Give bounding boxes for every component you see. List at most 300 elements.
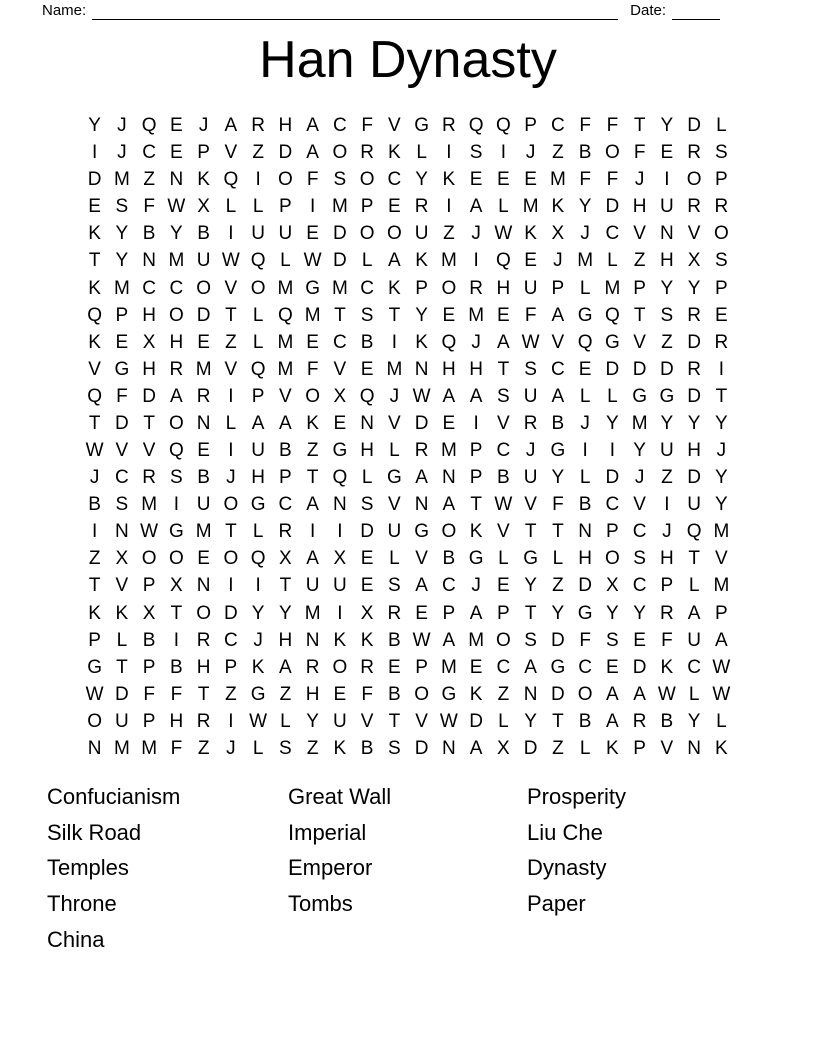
grid-cell-r1-c12[interactable]: V [388,115,401,137]
grid-cell-r3-c6[interactable]: Q [223,169,239,191]
grid-cell-r2-c14[interactable]: I [446,142,452,164]
grid-cell-r2-c3[interactable]: C [142,142,156,164]
grid-cell-r15-c1[interactable]: B [88,494,101,516]
grid-cell-r14-c22[interactable]: Z [661,467,673,489]
grid-cell-r3-c16[interactable]: E [497,169,510,191]
grid-cell-r12-c2[interactable]: D [115,412,129,434]
grid-cell-r8-c5[interactable]: D [196,304,211,326]
grid-cell-r17-c4[interactable]: O [168,548,184,570]
grid-cell-r8-c20[interactable]: Q [604,304,620,326]
grid-cell-r14-c21[interactable]: J [634,467,645,489]
grid-cell-r4-c3[interactable]: F [143,196,155,218]
date-blank-line[interactable] [672,3,720,20]
grid-cell-r4-c23[interactable]: R [687,196,701,218]
grid-cell-r6-c9[interactable]: W [303,250,322,272]
grid-cell-r16-c5[interactable]: M [195,521,212,543]
grid-cell-r15-c8[interactable]: C [278,494,293,516]
grid-cell-r20-c9[interactable]: N [305,629,320,651]
grid-cell-r11-c14[interactable]: A [442,385,456,407]
grid-cell-r17-c6[interactable]: O [223,548,239,570]
grid-cell-r18-c21[interactable]: C [632,575,647,597]
grid-cell-r13-c10[interactable]: G [332,440,348,462]
grid-cell-r9-c13[interactable]: K [415,331,428,353]
grid-cell-r8-c2[interactable]: P [115,304,129,326]
grid-cell-r3-c10[interactable]: S [333,169,347,191]
grid-cell-r19-c5[interactable]: O [196,602,212,624]
grid-cell-r19-c2[interactable]: K [115,602,129,624]
grid-cell-r3-c20[interactable]: F [606,169,619,191]
grid-cell-r8-c13[interactable]: Y [415,304,428,326]
grid-cell-r8-c22[interactable]: S [660,304,674,326]
grid-cell-r7-c5[interactable]: O [196,277,212,299]
grid-cell-r5-c18[interactable]: X [551,223,565,245]
grid-cell-r13-c1[interactable]: W [85,440,104,462]
grid-cell-r7-c20[interactable]: M [604,277,621,299]
grid-cell-r13-c14[interactable]: M [440,440,457,462]
grid-cell-r6-c7[interactable]: Q [250,250,266,272]
grid-cell-r3-c24[interactable]: P [715,169,728,191]
grid-cell-r3-c4[interactable]: N [169,169,184,191]
grid-cell-r2-c4[interactable]: E [170,142,183,164]
grid-cell-r23-c13[interactable]: V [415,710,428,732]
grid-cell-r16-c17[interactable]: T [524,521,537,543]
grid-cell-r17-c1[interactable]: Z [88,548,101,570]
grid-cell-r7-c18[interactable]: P [551,277,565,299]
grid-cell-r23-c4[interactable]: H [169,710,184,732]
grid-cell-r13-c3[interactable]: V [142,440,156,462]
grid-cell-r16-c16[interactable]: V [497,521,510,543]
grid-cell-r17-c19[interactable]: H [578,548,592,570]
grid-cell-r2-c22[interactable]: E [660,142,674,164]
grid-cell-r21-c19[interactable]: C [578,656,592,678]
grid-cell-r10-c10[interactable]: V [333,358,347,380]
grid-cell-r1-c20[interactable]: F [606,115,619,137]
grid-cell-r11-c5[interactable]: R [196,385,211,407]
grid-cell-r19-c21[interactable]: Y [633,602,646,624]
grid-cell-r21-c15[interactable]: E [469,656,483,678]
grid-cell-r22-c23[interactable]: L [688,683,700,705]
grid-cell-r6-c17[interactable]: E [524,250,537,272]
grid-cell-r9-c2[interactable]: E [115,331,129,353]
grid-cell-r9-c18[interactable]: V [551,331,565,353]
grid-cell-r3-c1[interactable]: D [87,169,102,191]
grid-cell-r22-c19[interactable]: O [577,683,593,705]
grid-cell-r14-c6[interactable]: J [226,467,236,489]
grid-cell-r10-c19[interactable]: E [578,358,592,380]
grid-cell-r21-c9[interactable]: R [305,656,320,678]
grid-cell-r12-c1[interactable]: T [88,412,101,434]
grid-cell-r9-c5[interactable]: E [197,331,210,353]
grid-cell-r9-c4[interactable]: H [169,331,184,353]
grid-cell-r11-c13[interactable]: W [412,385,431,407]
grid-cell-r8-c24[interactable]: E [715,304,728,326]
grid-cell-r4-c2[interactable]: S [115,196,129,218]
grid-cell-r6-c1[interactable]: T [88,250,101,272]
grid-cell-r18-c14[interactable]: C [442,575,456,597]
grid-cell-r20-c12[interactable]: B [388,629,401,651]
grid-cell-r2-c8[interactable]: D [278,142,293,164]
grid-cell-r10-c12[interactable]: M [386,358,403,380]
grid-cell-r22-c3[interactable]: F [143,683,155,705]
grid-cell-r1-c4[interactable]: E [170,115,183,137]
grid-cell-r14-c9[interactable]: T [306,467,319,489]
grid-cell-r3-c18[interactable]: M [549,169,566,191]
grid-cell-r1-c10[interactable]: C [333,115,347,137]
grid-cell-r5-c23[interactable]: V [687,223,701,245]
grid-cell-r23-c5[interactable]: R [196,710,211,732]
grid-cell-r9-c3[interactable]: X [142,331,156,353]
grid-cell-r22-c24[interactable]: W [712,683,731,705]
grid-cell-r23-c7[interactable]: W [249,710,268,732]
grid-cell-r18-c8[interactable]: T [279,575,292,597]
grid-cell-r19-c16[interactable]: P [497,602,510,624]
grid-cell-r17-c12[interactable]: L [389,548,400,570]
grid-cell-r12-c19[interactable]: J [580,412,590,434]
grid-cell-r3-c13[interactable]: Y [415,169,428,191]
grid-cell-r4-c18[interactable]: K [551,196,565,218]
grid-cell-r8-c9[interactable]: M [304,304,321,326]
grid-cell-r4-c15[interactable]: A [469,196,483,218]
grid-cell-r22-c6[interactable]: Z [225,683,237,705]
grid-cell-r1-c24[interactable]: L [716,115,727,137]
grid-cell-r14-c4[interactable]: S [170,467,183,489]
grid-cell-r11-c16[interactable]: S [497,385,510,407]
grid-cell-r16-c10[interactable]: I [337,521,343,543]
grid-cell-r1-c16[interactable]: Q [495,115,511,137]
grid-cell-r4-c11[interactable]: P [360,196,374,218]
grid-cell-r1-c11[interactable]: F [361,115,373,137]
grid-cell-r22-c11[interactable]: F [361,683,373,705]
grid-cell-r18-c9[interactable]: U [305,575,320,597]
grid-cell-r22-c7[interactable]: G [250,683,266,705]
grid-cell-r7-c1[interactable]: K [88,277,101,299]
grid-cell-r12-c5[interactable]: N [196,412,211,434]
grid-cell-r15-c6[interactable]: O [223,494,239,516]
grid-cell-r24-c1[interactable]: N [87,737,102,759]
grid-cell-r7-c24[interactable]: P [715,277,728,299]
grid-cell-r4-c12[interactable]: E [388,196,401,218]
grid-cell-r20-c21[interactable]: E [633,629,646,651]
grid-cell-r15-c15[interactable]: T [470,494,482,516]
grid-cell-r20-c18[interactable]: D [551,629,565,651]
grid-cell-r17-c16[interactable]: L [498,548,509,570]
grid-cell-r15-c11[interactable]: S [360,494,374,516]
grid-cell-r7-c13[interactable]: P [415,277,428,299]
grid-cell-r2-c19[interactable]: B [578,142,592,164]
grid-cell-r13-c5[interactable]: E [197,440,210,462]
grid-cell-r22-c2[interactable]: D [115,683,129,705]
grid-cell-r21-c6[interactable]: P [224,656,238,678]
grid-cell-r17-c24[interactable]: V [715,548,728,570]
grid-cell-r7-c23[interactable]: Y [687,277,701,299]
grid-cell-r15-c9[interactable]: A [306,494,319,516]
grid-cell-r21-c17[interactable]: A [524,656,537,678]
grid-cell-r6-c4[interactable]: M [168,250,185,272]
grid-cell-r1-c13[interactable]: G [414,115,430,137]
grid-cell-r23-c24[interactable]: L [716,710,727,732]
grid-cell-r14-c12[interactable]: G [386,467,402,489]
grid-cell-r6-c21[interactable]: Z [633,250,646,272]
grid-cell-r8-c16[interactable]: E [497,304,510,326]
grid-cell-r17-c10[interactable]: X [333,548,347,570]
grid-cell-r17-c21[interactable]: S [633,548,646,570]
grid-cell-r3-c7[interactable]: I [255,169,261,191]
grid-cell-r18-c7[interactable]: I [255,575,261,597]
grid-cell-r16-c23[interactable]: Q [686,521,702,543]
grid-cell-r21-c16[interactable]: C [496,656,511,678]
grid-cell-r11-c12[interactable]: J [389,385,400,407]
grid-cell-r16-c3[interactable]: W [140,521,159,543]
grid-cell-r18-c11[interactable]: E [360,575,374,597]
grid-cell-r7-c6[interactable]: V [224,277,238,299]
grid-cell-r21-c1[interactable]: G [87,656,103,678]
grid-cell-r16-c6[interactable]: T [225,521,237,543]
grid-cell-r23-c1[interactable]: O [87,710,103,732]
grid-cell-r2-c20[interactable]: O [604,142,620,164]
grid-cell-r9-c7[interactable]: L [252,331,264,353]
grid-cell-r10-c13[interactable]: N [414,358,429,380]
grid-cell-r24-c2[interactable]: M [113,737,130,759]
grid-cell-r2-c16[interactable]: I [500,142,507,164]
grid-cell-r13-c9[interactable]: Z [306,440,319,462]
grid-cell-r5-c22[interactable]: N [660,223,674,245]
grid-cell-r11-c6[interactable]: I [228,385,234,407]
grid-cell-r2-c5[interactable]: P [197,142,210,164]
grid-cell-r8-c23[interactable]: R [687,304,701,326]
grid-cell-r10-c2[interactable]: G [114,358,130,380]
grid-cell-r12-c17[interactable]: R [523,412,538,434]
grid-cell-r18-c5[interactable]: N [196,575,211,597]
grid-cell-r4-c16[interactable]: L [498,196,509,218]
grid-cell-r10-c7[interactable]: Q [250,358,266,380]
grid-cell-r24-c23[interactable]: N [687,737,701,759]
grid-cell-r7-c16[interactable]: H [496,277,511,299]
grid-cell-r24-c15[interactable]: A [469,737,483,759]
grid-cell-r14-c3[interactable]: R [142,467,156,489]
grid-cell-r1-c1[interactable]: Y [88,115,101,137]
grid-cell-r24-c5[interactable]: Z [197,737,210,759]
grid-cell-r13-c12[interactable]: L [389,440,400,462]
grid-cell-r13-c2[interactable]: V [115,440,129,462]
grid-cell-r10-c17[interactable]: S [524,358,537,380]
grid-cell-r6-c5[interactable]: U [196,250,211,272]
grid-cell-r10-c4[interactable]: R [169,358,184,380]
grid-cell-r19-c20[interactable]: Y [606,602,619,624]
grid-cell-r18-c17[interactable]: Y [524,575,537,597]
grid-cell-r5-c5[interactable]: B [197,223,210,245]
grid-cell-r4-c21[interactable]: H [632,196,647,218]
grid-cell-r9-c19[interactable]: Q [577,331,593,353]
grid-cell-r20-c8[interactable]: H [278,629,293,651]
grid-cell-r18-c4[interactable]: X [170,575,183,597]
grid-cell-r23-c12[interactable]: T [388,710,401,732]
grid-cell-r5-c2[interactable]: Y [115,223,129,245]
grid-cell-r9-c9[interactable]: E [306,331,319,353]
grid-cell-r21-c10[interactable]: O [332,656,348,678]
grid-cell-r22-c13[interactable]: O [414,683,430,705]
grid-cell-r4-c20[interactable]: D [605,196,620,218]
grid-cell-r14-c16[interactable]: B [497,467,510,489]
grid-cell-r22-c22[interactable]: W [657,683,676,705]
grid-cell-r9-c20[interactable]: G [604,331,620,353]
grid-cell-r7-c8[interactable]: M [277,277,294,299]
grid-cell-r21-c22[interactable]: K [660,656,674,678]
grid-cell-r20-c1[interactable]: P [88,629,101,651]
grid-cell-r9-c12[interactable]: I [391,331,398,353]
grid-cell-r18-c22[interactable]: P [660,575,674,597]
grid-cell-r13-c18[interactable]: G [550,440,566,462]
grid-cell-r9-c15[interactable]: J [471,331,481,353]
grid-cell-r19-c11[interactable]: X [360,602,374,624]
grid-cell-r15-c17[interactable]: V [524,494,537,516]
grid-cell-r21-c11[interactable]: R [360,656,374,678]
grid-cell-r16-c18[interactable]: T [552,521,564,543]
grid-cell-r14-c5[interactable]: B [197,467,210,489]
grid-cell-r11-c2[interactable]: F [116,385,128,407]
grid-cell-r2-c15[interactable]: S [469,142,483,164]
grid-cell-r11-c24[interactable]: T [715,385,728,407]
grid-cell-r23-c11[interactable]: V [360,710,374,732]
grid-cell-r8-c1[interactable]: Q [87,304,103,326]
grid-cell-r18-c20[interactable]: X [606,575,619,597]
grid-cell-r4-c4[interactable]: W [167,196,186,218]
grid-cell-r16-c22[interactable]: J [662,521,672,543]
grid-cell-r13-c15[interactable]: P [469,440,483,462]
grid-cell-r13-c23[interactable]: H [687,440,701,462]
grid-cell-r23-c2[interactable]: U [115,710,129,732]
grid-cell-r13-c22[interactable]: U [660,440,674,462]
grid-cell-r18-c15[interactable]: J [471,575,481,597]
grid-cell-r20-c10[interactable]: K [333,629,347,651]
grid-cell-r12-c8[interactable]: A [279,412,292,434]
grid-cell-r22-c20[interactable]: A [606,683,619,705]
grid-cell-r15-c10[interactable]: N [333,494,347,516]
grid-cell-r17-c3[interactable]: O [141,548,157,570]
grid-cell-r12-c24[interactable]: Y [715,412,728,434]
grid-cell-r22-c12[interactable]: B [388,683,401,705]
grid-cell-r20-c11[interactable]: K [360,629,374,651]
grid-cell-r24-c22[interactable]: V [660,737,674,759]
grid-cell-r9-c6[interactable]: Z [225,331,237,353]
grid-cell-r1-c3[interactable]: Q [141,115,157,137]
grid-cell-r12-c9[interactable]: K [306,412,319,434]
grid-cell-r19-c6[interactable]: D [224,602,238,624]
grid-cell-r5-c3[interactable]: B [142,223,156,245]
grid-cell-r22-c18[interactable]: D [551,683,565,705]
grid-cell-r17-c22[interactable]: H [660,548,674,570]
grid-cell-r17-c5[interactable]: E [197,548,210,570]
grid-cell-r24-c4[interactable]: F [170,737,183,759]
grid-cell-r13-c11[interactable]: H [360,440,374,462]
grid-cell-r16-c9[interactable]: I [309,521,316,543]
grid-cell-r8-c4[interactable]: O [168,304,184,326]
grid-cell-r21-c14[interactable]: M [440,656,457,678]
grid-cell-r7-c14[interactable]: O [441,277,457,299]
grid-cell-r9-c14[interactable]: Q [441,331,457,353]
grid-cell-r2-c17[interactable]: J [525,142,536,164]
grid-cell-r2-c2[interactable]: J [117,142,127,164]
grid-cell-r23-c23[interactable]: Y [687,710,701,732]
grid-cell-r22-c21[interactable]: A [633,683,646,705]
grid-cell-r15-c4[interactable]: I [173,494,180,516]
grid-cell-r22-c15[interactable]: K [469,683,483,705]
grid-cell-r1-c7[interactable]: R [251,115,265,137]
grid-cell-r20-c24[interactable]: A [715,629,728,651]
grid-cell-r12-c13[interactable]: D [414,412,429,434]
grid-cell-r23-c22[interactable]: B [660,710,674,732]
grid-cell-r6-c22[interactable]: H [660,250,674,272]
grid-cell-r15-c19[interactable]: B [578,494,592,516]
grid-cell-r9-c24[interactable]: R [714,331,729,353]
grid-cell-r15-c24[interactable]: Y [715,494,728,516]
grid-cell-r23-c10[interactable]: U [333,710,347,732]
grid-cell-r2-c11[interactable]: R [360,142,374,164]
grid-cell-r3-c5[interactable]: K [197,169,210,191]
grid-cell-r16-c13[interactable]: G [414,521,430,543]
grid-cell-r16-c21[interactable]: C [632,521,647,543]
grid-cell-r8-c6[interactable]: T [225,304,237,326]
grid-cell-r18-c19[interactable]: D [578,575,592,597]
grid-cell-r23-c16[interactable]: L [498,710,509,732]
grid-cell-r21-c8[interactable]: A [279,656,292,678]
grid-cell-r7-c17[interactable]: U [523,277,538,299]
grid-cell-r7-c15[interactable]: R [469,277,483,299]
name-blank-line[interactable] [92,3,618,20]
grid-cell-r2-c23[interactable]: R [687,142,701,164]
grid-cell-r9-c10[interactable]: C [333,331,347,353]
grid-cell-r14-c13[interactable]: A [415,467,428,489]
grid-cell-r6-c16[interactable]: Q [495,250,511,272]
grid-cell-r23-c20[interactable]: A [606,710,619,732]
grid-cell-r10-c16[interactable]: T [497,358,510,380]
grid-cell-r17-c18[interactable]: L [552,548,564,570]
grid-cell-r12-c12[interactable]: V [388,412,401,434]
grid-cell-r13-c13[interactable]: R [414,440,429,462]
grid-cell-r5-c21[interactable]: V [633,223,646,245]
grid-cell-r23-c8[interactable]: L [280,710,291,732]
grid-cell-r24-c7[interactable]: L [252,737,264,759]
grid-cell-r17-c11[interactable]: E [360,548,374,570]
grid-cell-r10-c22[interactable]: D [660,358,674,380]
grid-cell-r21-c3[interactable]: P [142,656,156,678]
grid-cell-r10-c8[interactable]: M [277,358,294,380]
grid-cell-r17-c15[interactable]: G [468,548,484,570]
grid-cell-r11-c10[interactable]: X [333,385,347,407]
grid-cell-r3-c12[interactable]: C [387,169,402,191]
grid-cell-r24-c24[interactable]: K [715,737,728,759]
grid-cell-r19-c10[interactable]: I [337,602,343,624]
grid-cell-r3-c19[interactable]: F [579,169,591,191]
grid-cell-r15-c5[interactable]: U [196,494,211,516]
grid-cell-r12-c15[interactable]: I [473,412,479,434]
grid-cell-r3-c3[interactable]: Z [143,169,155,191]
grid-cell-r14-c7[interactable]: H [251,467,265,489]
grid-cell-r11-c23[interactable]: D [687,385,701,407]
grid-cell-r13-c7[interactable]: U [251,440,265,462]
grid-cell-r24-c3[interactable]: M [141,737,158,759]
grid-cell-r12-c22[interactable]: Y [660,412,674,434]
grid-cell-r17-c9[interactable]: A [306,548,319,570]
grid-cell-r10-c9[interactable]: F [306,358,319,380]
grid-cell-r16-c20[interactable]: P [606,521,619,543]
grid-cell-r20-c4[interactable]: I [173,629,180,651]
grid-cell-r8-c14[interactable]: E [442,304,456,326]
grid-cell-r6-c13[interactable]: K [415,250,428,272]
grid-cell-r13-c24[interactable]: J [716,440,727,462]
grid-cell-r20-c2[interactable]: L [116,629,128,651]
grid-cell-r24-c14[interactable]: N [442,737,456,759]
grid-cell-r8-c10[interactable]: T [334,304,346,326]
